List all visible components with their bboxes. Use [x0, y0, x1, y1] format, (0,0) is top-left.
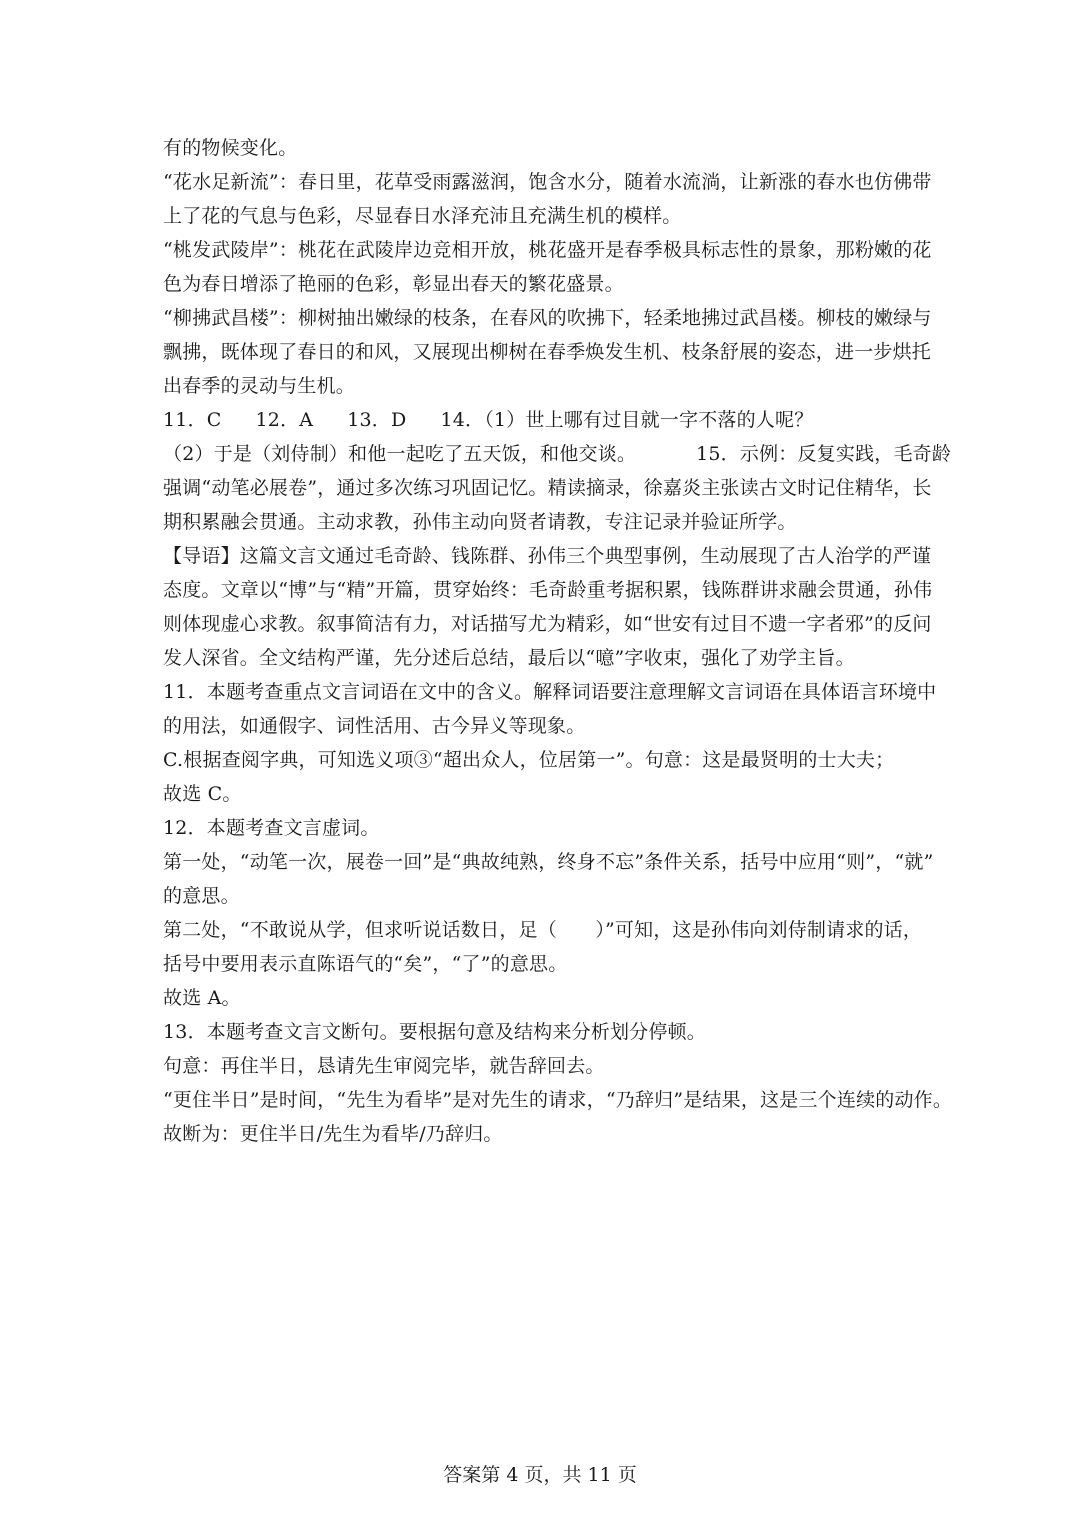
answer-15: 15．示例：反复实践，毛奇龄 [696, 443, 952, 465]
text-line: “花水足新流”：春日里，花草受雨露滋润，饱含水分，随着水流淌，让新涨的春水也仿佛带 [163, 171, 932, 193]
page-footer: 答案第 4 页，共 11 页 [443, 1464, 637, 1486]
answer-14-part2: （2）于是（刘侍制）和他一起吃了五天饭，和他交谈。 [163, 443, 637, 465]
text-line: 上了花的气息与色彩，尽显春日水泽充沛且充满生机的模样。 [163, 205, 682, 227]
text-line: 第一处，“动笔一次，展卷一回”是“典故纯熟，终身不忘”条件关系，括号中应用“则”，“就” [163, 851, 934, 873]
text-line: 的意思。 [163, 885, 240, 907]
answer-11: 11．C [163, 409, 222, 431]
text-line: 【导语】这篇文言文通过毛奇龄、钱陈群、孙伟三个典型事例，生动展现了古人治学的严谨 [163, 545, 932, 567]
document-body [163, 136, 953, 1156]
text-line: 第二处，“不敢说从学，但求听说话数日，足（ ）”可知，这是孙伟向刘侍制请求的话， [163, 919, 923, 941]
text-line: 12．本题考查文言虚词。 [163, 817, 380, 839]
text-line: 强调“动笔必展卷”，通过多次练习巩固记忆。精读摘录，徐嘉炎主张读古文时记住精华，长 [163, 477, 932, 499]
answer-14-15-line [163, 442, 952, 466]
text-line: 发人深省。全文结构严谨，先分述后总结，最后以“噫”字收束，强化了劝学主旨。 [163, 647, 855, 669]
text-line: 故选 A。 [163, 987, 241, 1009]
text-line: “更住半日”是时间，“先生为看毕”是对先生的请求，“乃辞归”是结果，这是三个连续的动作。 [163, 1089, 953, 1111]
text-line: “桃发武陵岸”：桃花在武陵岸边竞相开放，桃花盛开是春季极具标志性的景象，那粉嫩的花 [163, 239, 932, 261]
text-line: 13．本题考查文言文断句。要根据句意及结构来分析划分停顿。 [163, 1021, 706, 1043]
text-line: 态度。文章以“博”与“精”开篇，贯穿始终：毛奇龄重考据积累，钱陈群讲求融会贯通，孙伟 [163, 579, 933, 601]
text-line: 有的物候变化。 [163, 137, 298, 159]
answer-13: 13．D [347, 409, 407, 431]
text-line: “柳拂武昌楼”：柳树抽出嫩绿的枝条，在春风的吹拂下，轻柔地拂过武昌楼。柳枝的嫩绿与 [163, 307, 932, 329]
text-line: 飘拂，既体现了春日的和风，又展现出柳树在春季焕发生机、枝条舒展的姿态，进一步烘托 [163, 341, 932, 363]
answer-14: 14．（1）世上哪有过目就一字不落的人呢？ [440, 409, 814, 431]
text-line: 故选 C。 [163, 783, 242, 805]
text-line: 期积累融会贯通。主动求教，孙伟主动向贤者请教，专注记录并验证所学。 [163, 511, 797, 533]
answer-key-line [163, 408, 923, 432]
text-line: 句意：再住半日，恳请先生审阅完毕，就告辞回去。 [163, 1055, 605, 1077]
text-line: 故断为：更住半日/先生为看毕/乃辞归。 [163, 1123, 503, 1145]
text-line: 括号中要用表示直陈语气的“矣”，“了”的意思。 [163, 953, 568, 975]
text-line: C.根据查阅字典，可知选义项③“超出众人，位居第一”。句意：这是最贤明的士大夫； [163, 749, 895, 771]
text-line: 出春季的灵动与生机。 [163, 375, 356, 397]
answer-12: 12．A [255, 409, 314, 431]
text-line: 11．本题考查重点文言词语在文中的含义。解释词语要注意理解文言词语在具体语言环境中 [163, 681, 937, 703]
text-line: 的用法，如通假字、词性活用、古今异义等现象。 [163, 715, 586, 737]
text-line: 则体现虚心求教。叙事简洁有力，对话描写尤为精彩，如“世安有过目不遗一字者邪”的反问 [163, 613, 932, 635]
text-line: 色为春日增添了艳丽的色彩，彰显出春天的繁花盛景。 [163, 273, 624, 295]
